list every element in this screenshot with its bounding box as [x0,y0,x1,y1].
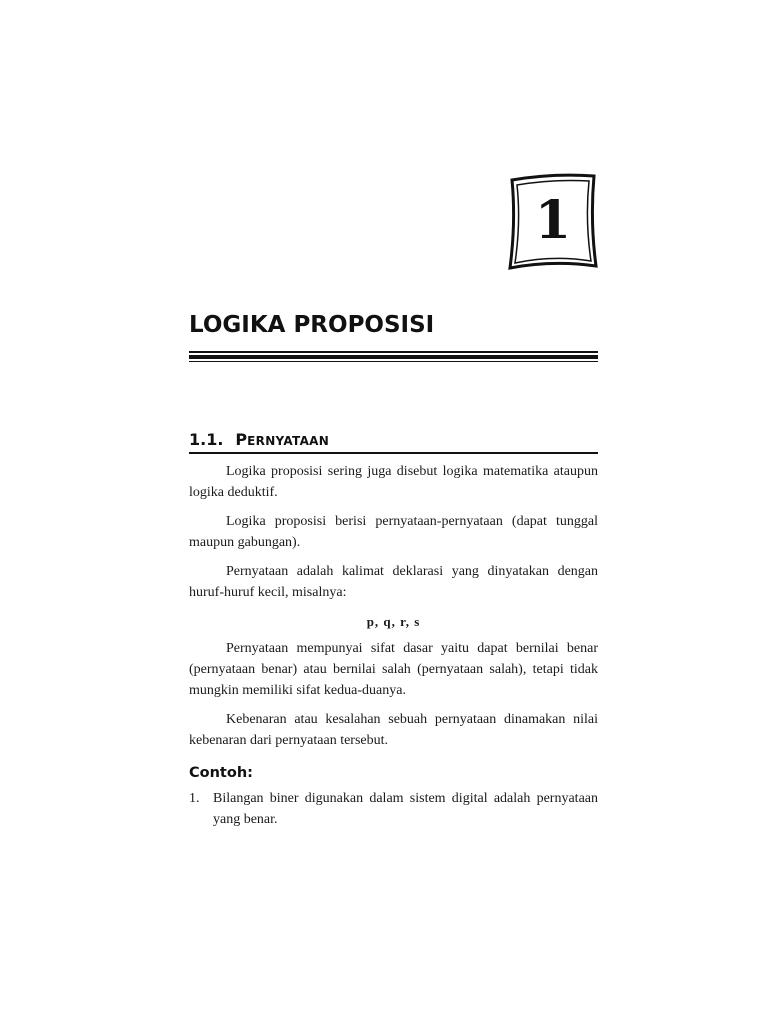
paragraph: Pernyataan adalah kalimat deklarasi yang dinyatakan dengan huruf-huruf kecil, misalnya: [189,564,598,600]
section-title-initial: P [235,430,248,449]
section-underline [189,452,598,454]
section-number: 1.1. [189,430,224,449]
list-item [189,788,598,830]
paragraph: Pernyataan mempunyai sifat dasar yaitu dapat bernilai benar (pernyataan benar) atau bernilai salah (pernyataan salah), tetapi tidak mungkin memiliki sifat kedua-duanya. [189,641,598,698]
paragraph: Kebenaran atau kesalahan sebuah pernyataan dinamakan nilai kebenaran dari pernyataan tersebut. [189,712,598,748]
section-title-rest: ERNYATAAN [247,434,330,448]
list-item-number: 1. [189,791,200,806]
list-item-text: Bilangan biner digunakan dalam sistem digital adalah pernyataan yang benar. [213,791,598,827]
title-divider-middle [189,355,598,359]
title-divider-bottom [189,361,598,362]
chapter-number-frame [506,172,600,270]
example-variables: p, q, r, s [366,614,421,629]
paragraph: Logika proposisi berisi pernyataan-pernyataan (dapat tunggal maupun gabungan). [189,514,598,550]
paragraph: Logika proposisi sering juga disebut logika matematika ataupun logika deduktif. [189,464,598,500]
chapter-number: 1 [534,190,572,251]
section-heading [189,430,598,449]
chapter-title: LOGIKA PROPOSISI [189,312,435,338]
example-heading: Contoh: [189,765,253,781]
body-text [189,461,598,830]
title-divider-top [189,351,598,353]
